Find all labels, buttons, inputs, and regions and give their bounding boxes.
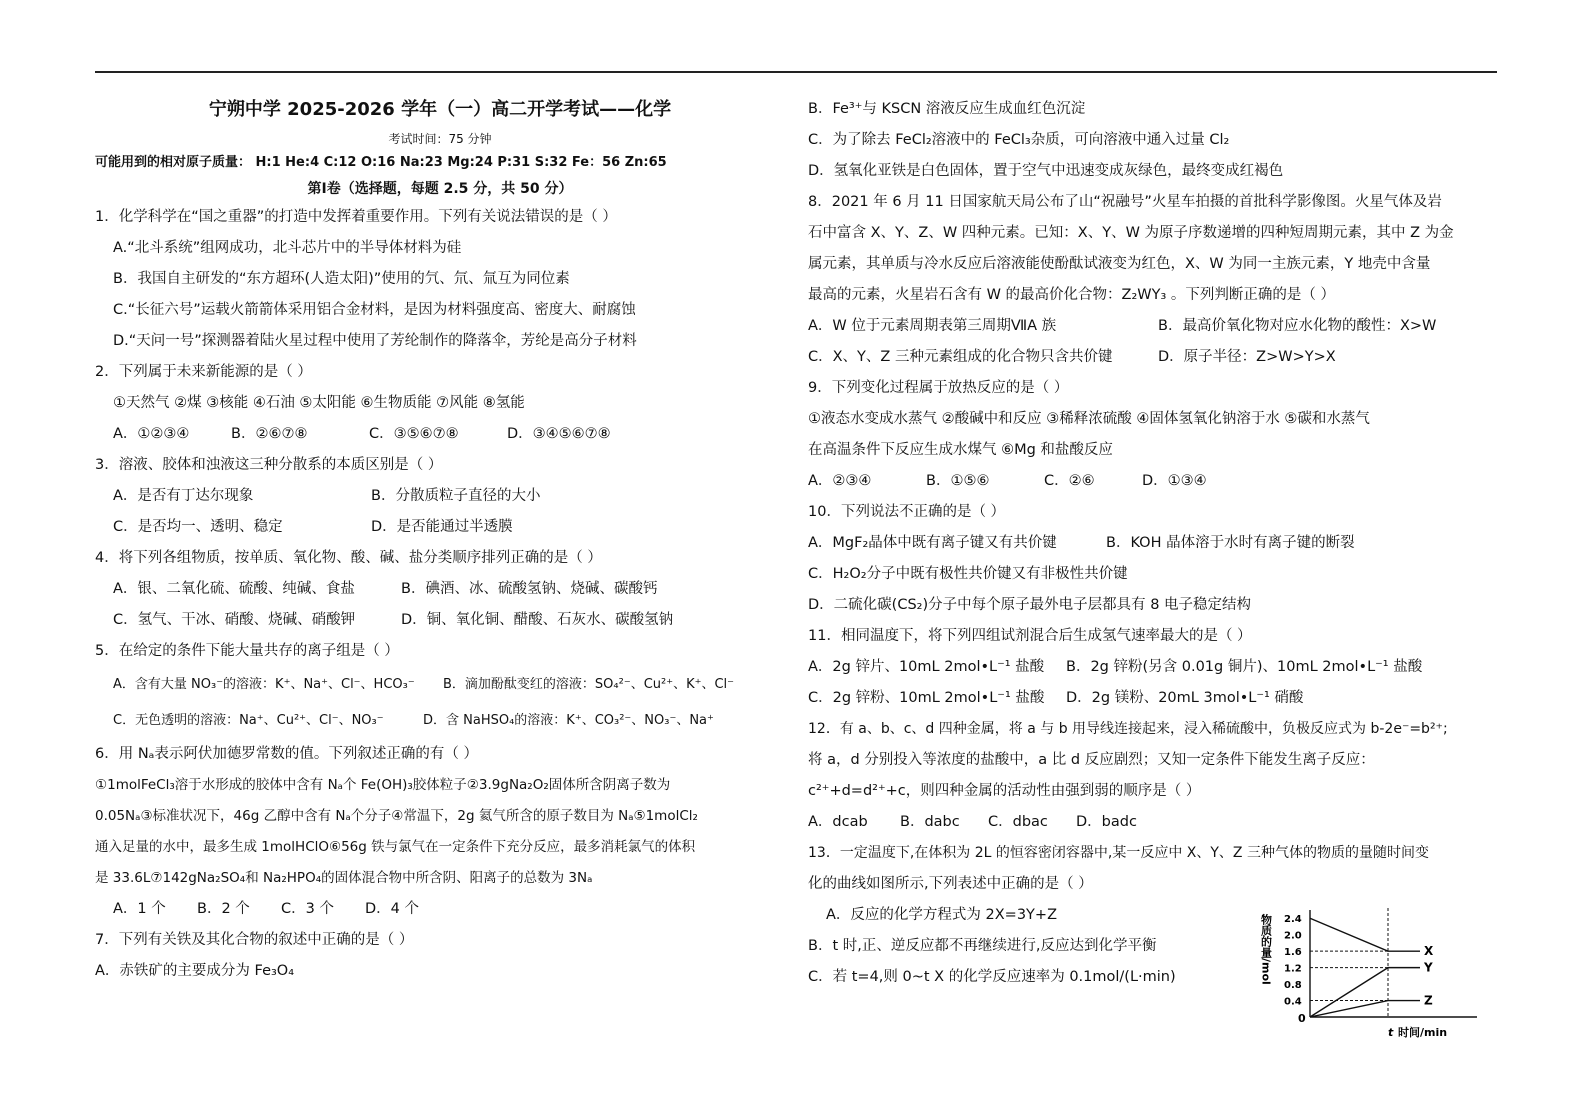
q5-option-d: D．含 NaHSO₄的溶液：K⁺、CO₃²⁻、NO₃⁻、Na⁺ — [423, 713, 714, 728]
q8-option-b: B．最高价氧化物对应水化物的酸性：X>W — [1158, 318, 1437, 334]
q13-line-2: 化的曲线如图所示,下列表述中正确的是（ ） — [808, 876, 1093, 892]
q12-option-c: C．dbac — [988, 814, 1048, 830]
q8-option-d: D．原子半径：Z>W>Y>X — [1158, 349, 1336, 365]
q6-option-b: B．2 个 — [197, 901, 250, 917]
q8-line-2: 石中富含 X、Y、Z、W 四种元素。已知：X、Y、W 为原子序数递增的四种短周期元素，其中 Z 为金 — [808, 225, 1454, 241]
q7-stem: 7．下列有关铁及其化合物的叙述中正确的是（ ） — [95, 932, 414, 948]
q12-options — [808, 807, 1498, 838]
q1-option-d: D.“天问一号”探测器着陆火星过程中使用了芳纶制作的降落伞，芳纶是高分子材料 — [113, 333, 637, 349]
q3-option-c: C．是否均一、透明、稳定 — [113, 519, 283, 535]
q3-option-a: A．是否有丁达尔现象 — [113, 488, 254, 504]
q11-option-d: D．2g 镁粉、20mL 3mol•L⁻¹ 硝酸 — [1066, 690, 1304, 706]
q12-line-2: 将 a，d 分别投入等浓度的盐酸中，a 比 d 反应剧烈；又知一定条件下能发生离子反应： — [808, 752, 1375, 768]
q5-options-1 — [95, 667, 785, 703]
q7-option-c: C．为了除去 FeCl₂溶液中的 FeCl₃杂质，可向溶液中通入过量 Cl₂ — [808, 132, 1230, 148]
q8-option-c: C．X、Y、Z 三种元素组成的化合物只含共价键 — [808, 349, 1113, 365]
q6-stem: 6．用 Nₐ表示阿伏加德罗常数的值。下列叙述正确的有（ ） — [95, 746, 478, 762]
q10-stem: 10．下列说法不正确的是（ ） — [808, 504, 1006, 520]
q3-option-d: D．是否能通过半透膜 — [371, 519, 513, 535]
header-rule — [95, 71, 1497, 73]
q11-stem: 11．相同温度下，将下列四组试剂混合后生成氢气速率最大的是（ ） — [808, 628, 1252, 644]
q13-line-1: 13．一定温度下,在体积为 2L 的恒容密闭容器中,某一反应中 X、Y、Z 三种气体的物质的量随时间变 — [808, 845, 1429, 861]
section-heading: 第Ⅰ卷（选择题，每题 2.5 分，共 50 分） — [307, 181, 573, 197]
q12-option-a: A．dcab — [808, 814, 868, 830]
q8-options-2 — [808, 342, 1498, 373]
q5-options-2 — [95, 703, 785, 739]
q6-option-c: C．3 个 — [281, 901, 334, 917]
chart-y-tick-label: 0.4 — [1284, 996, 1302, 1008]
q2-option-a: A．①②③④ — [113, 426, 190, 442]
q4-option-b: B．碘酒、冰、硫酸氢钠、烧碱、碳酸钙 — [401, 581, 658, 597]
q9-option-b: B．①⑤⑥ — [926, 473, 990, 489]
chart-origin-label: 0 — [1298, 1012, 1306, 1025]
q5-option-b: B．滴加酚酞变红的溶液：SO₄²⁻、Cu²⁺、K⁺、Cl⁻ — [443, 677, 735, 692]
q7-option-d: D．氢氧化亚铁是白色固体，置于空气中迅速变成灰绿色，最终变成红褐色 — [808, 163, 1284, 179]
q8-options-1 — [808, 311, 1498, 342]
q10-option-d: D．二硫化碳(CS₂)分子中每个原子最外电子层都具有 8 电子稳定结构 — [808, 597, 1252, 613]
q2-options — [95, 419, 785, 450]
q4-stem: 4．将下列各组物质，按单质、氧化物、酸、碱、盐分类顺序排列正确的是（ ） — [95, 550, 602, 566]
q11-option-a: A．2g 锌片、10mL 2mol•L⁻¹ 盐酸 — [808, 659, 1045, 675]
q10-option-c: C．H₂O₂分子中既有极性共价键又有非极性共价键 — [808, 566, 1128, 582]
right-column — [808, 94, 1498, 993]
q11-options-1 — [808, 652, 1498, 683]
q3-options-2 — [95, 512, 785, 543]
q3-options-1 — [95, 481, 785, 512]
chart-series-X — [1310, 918, 1420, 951]
q1-stem: 1．化学科学在“国之重器”的打造中发挥着重要作用。下列有关说法错误的是（ ） — [95, 209, 617, 225]
q6-line-3: 通入足量的水中，最多生成 1molHClO⑥56g 铁与氯气在一定条件下充分反应，最多消耗氯气的体积 — [95, 839, 696, 855]
q13-option-b: B．t 时,正、逆反应都不再继续进行,反应达到化学平衡 — [808, 938, 1157, 954]
chart-series-label-Y: Y — [1424, 960, 1433, 975]
q9-stem: 9．下列变化过程属于放热反应的是（ ） — [808, 380, 1069, 396]
q4-options-1 — [95, 574, 785, 605]
atomic-mass-line: 可能用到的相对原子质量： H:1 He:4 C:12 O:16 Na:23 Mg:24 P:31 S:32 Fe：56 Zn:65 — [95, 155, 667, 170]
q13-option-a: A．反应的化学方程式为 2X=3Y+Z — [826, 907, 1058, 923]
q4-option-c: C．氢气、干冰、硝酸、烧碱、硝酸钾 — [113, 612, 356, 628]
q6-options — [95, 894, 785, 925]
q4-options-2 — [95, 605, 785, 636]
q11-option-b: B．2g 锌粉(另含 0.01g 铜片)、10mL 2mol•L⁻¹ 盐酸 — [1066, 659, 1423, 675]
q12-option-b: B．dabc — [900, 814, 960, 830]
q10-option-b: B．KOH 晶体溶于水时有离子键的断裂 — [1106, 535, 1355, 551]
q9-option-d: D．①③④ — [1142, 473, 1207, 489]
q12-line-1: 12．有 a、b、c、d 四种金属，将 a 与 b 用导线连接起来，浸入稀硫酸中，负极反应式为 b-2e⁻=b²⁺; — [808, 721, 1448, 737]
q6-line-4: 是 33.6L⑦142gNa₂SO₄和 Na₂HPO₄的固体混合物中所含阴、阳离子的总数为 3Nₐ — [95, 870, 593, 886]
q4-option-a: A．银、二氧化硫、硫酸、纯碱、食盐 — [113, 581, 355, 597]
q2-option-b: B．②⑥⑦⑧ — [231, 426, 308, 442]
chart-y-tick-label: 2.4 — [1284, 914, 1302, 926]
q2-option-d: D．③④⑤⑥⑦⑧ — [507, 426, 611, 442]
q6-line-2: 0.05Nₐ③标准状况下，46g 乙醇中含有 Nₐ个分子④常温下，2g 氦气所含的原子数目为 Nₐ⑤1molCl₂ — [95, 808, 698, 824]
q4-option-d: D．铜、氧化铜、醋酸、石灰水、碳酸氢钠 — [401, 612, 674, 628]
exam-title: 宁朔中学 2025-2026 学年（一）高二开学考试——化学 — [208, 99, 672, 120]
q9-line-2: 在高温条件下反应生成水煤气 ⑥Mg 和盐酸反应 — [808, 442, 1113, 458]
q3-stem: 3．溶液、胶体和浊液这三种分散系的本质区别是（ ） — [95, 457, 443, 473]
chart-t-label: t — [1388, 1026, 1394, 1039]
q11-option-c: C．2g 锌粉、10mL 2mol•L⁻¹ 盐酸 — [808, 690, 1045, 706]
chart-y-tick-label: 1.6 — [1284, 947, 1302, 959]
q5-option-a: A．含有大量 NO₃⁻的溶液：K⁺、Na⁺、Cl⁻、HCO₃⁻ — [113, 677, 415, 692]
q6-option-d: D．4 个 — [365, 901, 419, 917]
q11-options-2 — [808, 683, 1498, 714]
q1-option-a: A.“北斗系统”组网成功，北斗芯片中的半导体材料为硅 — [113, 240, 462, 256]
amount-vs-time-chart — [1259, 902, 1492, 1042]
q9-option-c: C．②⑥ — [1044, 473, 1095, 489]
exam-time: 考试时间：75 分钟 — [388, 132, 492, 146]
q12-option-d: D．badc — [1076, 814, 1137, 830]
chart-series-Z — [1310, 1001, 1420, 1017]
q7-option-a: A．赤铁矿的主要成分为 Fe₃O₄ — [95, 963, 295, 979]
chart-y-tick-label: 1.2 — [1284, 963, 1302, 975]
q3-option-b: B．分散质粒子直径的大小 — [371, 488, 541, 504]
q9-line-1: ①液态水变成水蒸气 ②酸碱中和反应 ③稀释浓硫酸 ④固体氢氧化钠溶于水 ⑤碳和水蒸气 — [808, 411, 1370, 427]
chart-series-label-X: X — [1424, 944, 1434, 959]
q8-line-1: 8．2021 年 6 月 11 日国家航天局公布了山“祝融号”火星车拍摄的首批科学影像图。火星气体及岩 — [808, 194, 1442, 210]
q10-option-a: A．MgF₂晶体中既有离子键又有共价键 — [808, 535, 1057, 551]
chart-y-label: 物质的量/mol — [1259, 914, 1273, 985]
q8-line-3: 属元素，其单质与冷水反应后溶液能使酚酞试液变为红色，X、W 为同一主族元素，Y 地壳中含量 — [808, 256, 1431, 272]
chart-x-label: 时间/min — [1398, 1026, 1448, 1039]
q13-option-c: C．若 t=4,则 0~t X 的化学反应速率为 0.1mol/(L·min) — [808, 969, 1176, 985]
q2-stem: 2．下列属于未来新能源的是（ ） — [95, 364, 312, 380]
q6-line-1: ①1molFeCl₃溶于水形成的胶体中含有 Nₐ个 Fe(OH)₃胶体粒子②3.9gNa₂O₂固体所含阴离子数为 — [95, 777, 671, 793]
q2-items: ①天然气 ②煤 ③核能 ④石油 ⑤太阳能 ⑥生物质能 ⑦风能 ⑧氢能 — [113, 395, 525, 411]
q5-stem: 5．在给定的条件下能大量共存的离子组是（ ） — [95, 643, 399, 659]
chart-y-tick-label: 0.8 — [1284, 980, 1302, 992]
q8-line-4: 最高的元素，火星岩石含有 W 的最高价化合物：Z₂WY₃ 。下列判断正确的是（ ） — [808, 287, 1336, 303]
q9-option-a: A．②③④ — [808, 473, 872, 489]
q10-options-1 — [808, 528, 1498, 559]
q1-option-c: C.“长征六号”运载火箭箭体采用铝合金材料，是因为材料强度高、密度大、耐腐蚀 — [113, 302, 636, 318]
chart-y-tick-label: 2.0 — [1284, 930, 1302, 942]
q1-option-b: B．我国自主研发的“东方超环(人造太阳)”使用的氕、氘、氚互为同位素 — [113, 271, 570, 287]
q2-option-c: C．③⑤⑥⑦⑧ — [369, 426, 459, 442]
chart-series-label-Z: Z — [1424, 993, 1433, 1008]
q12-line-3: c²⁺+d=d²⁺+c，则四种金属的活动性由强到弱的顺序是（ ） — [808, 783, 1201, 799]
chart-series-Y — [1310, 968, 1420, 1017]
q8-option-a: A．W 位于元素周期表第三周期ⅦA 族 — [808, 318, 1057, 334]
q5-option-c: C．无色透明的溶液：Na⁺、Cu²⁺、Cl⁻、NO₃⁻ — [113, 713, 384, 728]
q6-option-a: A．1 个 — [113, 901, 166, 917]
q9-options — [808, 466, 1498, 497]
q7-option-b: B．Fe³⁺与 KSCN 溶液反应生成血红色沉淀 — [808, 101, 1086, 117]
left-column — [95, 88, 785, 987]
